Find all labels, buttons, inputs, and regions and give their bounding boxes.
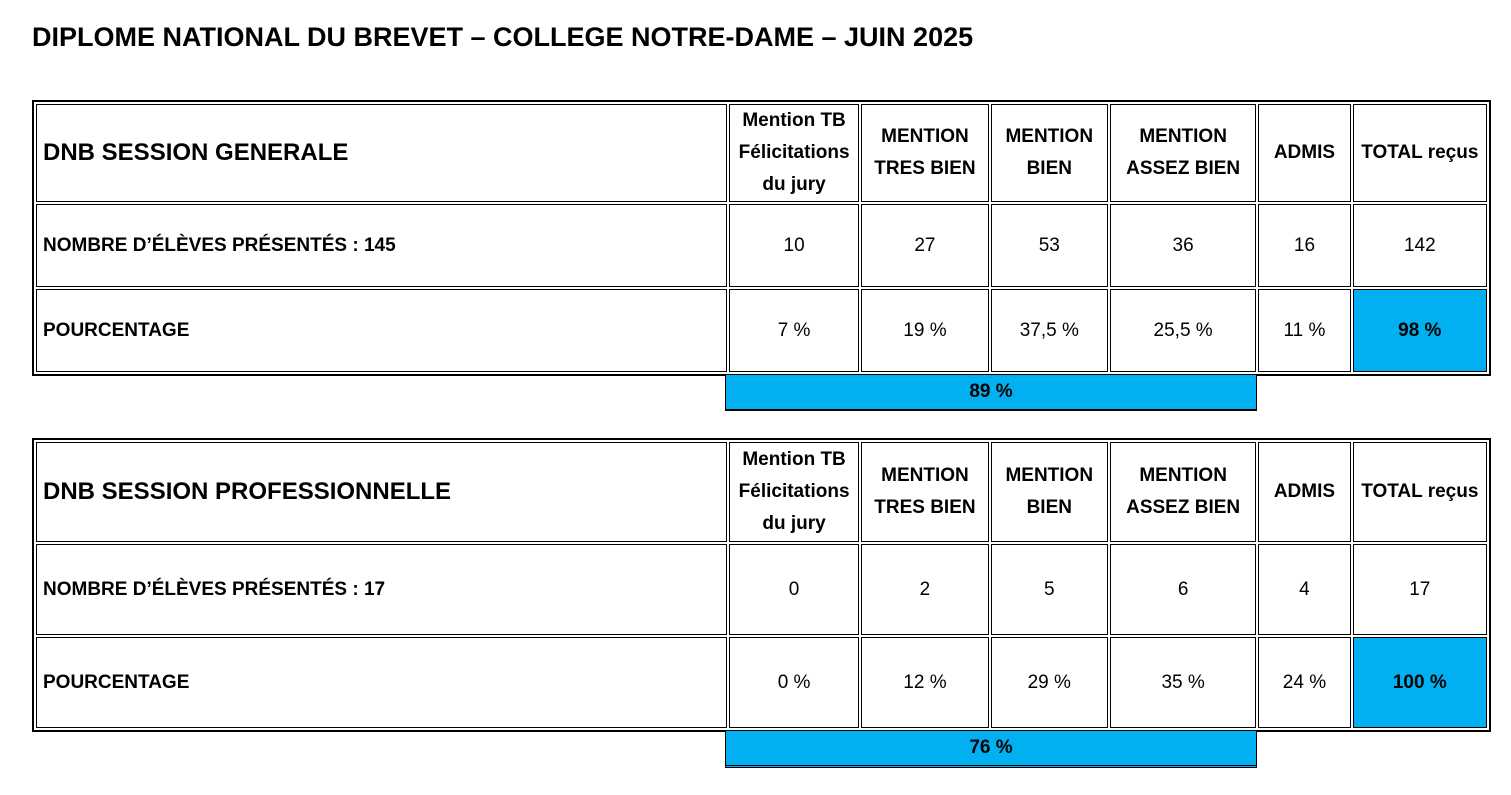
session-heading: DNB SESSION PROFESSIONNELLE: [36, 442, 727, 542]
table-session-professionnelle: [32, 438, 1491, 732]
col-header-bien: MENTION BIEN: [991, 442, 1108, 542]
session-heading: DNB SESSION GENERALE: [36, 104, 727, 202]
table-row-counts: [36, 204, 1487, 287]
header-row: [36, 104, 1487, 202]
col-header-assez-bien: MENTION ASSEZ BIEN: [1110, 104, 1256, 202]
count-cell: 4: [1258, 544, 1350, 635]
count-cell: 5: [991, 544, 1108, 635]
col-header-assez-bien: MENTION ASSEZ BIEN: [1110, 442, 1256, 542]
col-header-felicitations: Mention TB Félicitations du jury: [729, 104, 859, 202]
row-label-presentes: NOMBRE D’ÉLÈVES PRÉSENTÉS : 145: [36, 204, 727, 287]
percentage-cell: 37,5 %: [991, 289, 1108, 372]
mentions-total-bar: 89 %: [725, 375, 1257, 411]
col-header-admis: ADMIS: [1258, 442, 1350, 542]
col-header-total: TOTAL reçus: [1353, 442, 1487, 542]
document-title: DIPLOME NATIONAL DU BREVET – COLLEGE NOTRE-DAME – JUIN 2025: [32, 22, 974, 52]
percentage-cell: 7 %: [729, 289, 859, 372]
table-row-percentages: [36, 289, 1487, 372]
col-header-felicitations: Mention TB Félicitations du jury: [729, 442, 859, 542]
col-header-tres-bien: MENTION TRES BIEN: [861, 104, 988, 202]
row-label-pourcentage: POURCENTAGE: [36, 637, 727, 728]
count-cell: 27: [861, 204, 988, 287]
percentage-cell: 25,5 %: [1110, 289, 1256, 372]
count-cell: 53: [991, 204, 1108, 287]
row-label-pourcentage: POURCENTAGE: [36, 289, 727, 372]
total-percentage-cell: 100 %: [1353, 637, 1487, 728]
table-row-percentages: [36, 637, 1487, 728]
percentage-cell: 29 %: [991, 637, 1108, 728]
percentage-cell: 24 %: [1258, 637, 1350, 728]
count-cell: 17: [1353, 544, 1487, 635]
count-cell: 6: [1110, 544, 1256, 635]
table-row-counts: [36, 544, 1487, 635]
col-header-bien: MENTION BIEN: [991, 104, 1108, 202]
mentions-total-bar: 76 %: [725, 731, 1257, 768]
percentage-cell: 12 %: [861, 637, 988, 728]
header-row: [36, 442, 1487, 542]
count-cell: 36: [1110, 204, 1256, 287]
row-label-presentes: NOMBRE D’ÉLÈVES PRÉSENTÉS : 17: [36, 544, 727, 635]
count-cell: 0: [729, 544, 859, 635]
percentage-cell: 0 %: [729, 637, 859, 728]
col-header-admis: ADMIS: [1258, 104, 1350, 202]
col-header-tres-bien: MENTION TRES BIEN: [861, 442, 988, 542]
count-cell: 10: [729, 204, 859, 287]
percentage-cell: 19 %: [861, 289, 988, 372]
col-header-total: TOTAL reçus: [1353, 104, 1487, 202]
percentage-cell: 35 %: [1110, 637, 1256, 728]
count-cell: 2: [861, 544, 988, 635]
table-session-generale: [32, 100, 1491, 376]
count-cell: 142: [1353, 204, 1487, 287]
total-percentage-cell: 98 %: [1353, 289, 1487, 372]
percentage-cell: 11 %: [1258, 289, 1350, 372]
count-cell: 16: [1258, 204, 1350, 287]
